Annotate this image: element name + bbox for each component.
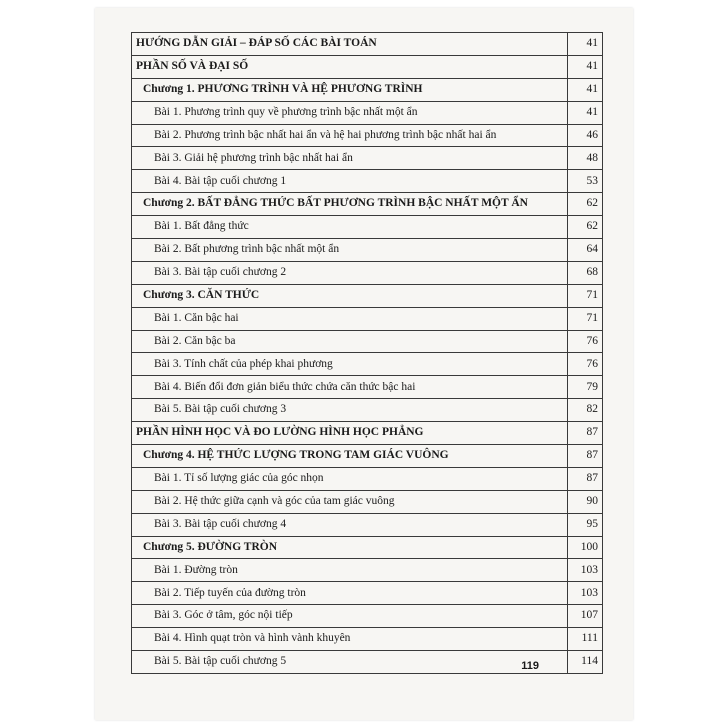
toc-entry-page: 41 [568,55,603,78]
table-of-contents [131,32,603,674]
toc-entry-page: 62 [568,216,603,239]
toc-part-row [132,33,603,56]
toc-entry-page: 90 [568,490,603,513]
toc-entry-title: Chương 5. ĐƯỜNG TRÒN [132,536,568,559]
toc-lesson-row [132,490,603,513]
toc-entry-page: 71 [568,284,603,307]
toc-lesson-row [132,376,603,399]
toc-entry-page: 41 [568,78,603,101]
toc-entry-page: 76 [568,330,603,353]
toc-entry-title: Chương 3. CĂN THỨC [132,284,568,307]
toc-entry-title: PHẦN HÌNH HỌC VÀ ĐO LƯỜNG HÌNH HỌC PHẲNG [132,422,568,445]
toc-entry-page: 48 [568,147,603,170]
toc-entry-page: 53 [568,170,603,193]
toc-lesson-row [132,216,603,239]
toc-entry-page: 111 [568,628,603,651]
page-number: 119 [521,660,539,672]
toc-chapter-row [132,193,603,216]
toc-entry-title: Bài 4. Bài tập cuối chương 1 [132,170,568,193]
toc-entry-title: Bài 3. Góc ở tâm, góc nội tiếp [132,605,568,628]
toc-body [132,33,603,674]
toc-entry-page: 87 [568,445,603,468]
toc-entry-title: Bài 1. Tỉ số lượng giác của góc nhọn [132,467,568,490]
toc-lesson-row [132,605,603,628]
toc-entry-page: 107 [568,605,603,628]
toc-lesson-row [132,261,603,284]
toc-entry-title: Bài 3. Bài tập cuối chương 2 [132,261,568,284]
toc-entry-title: Bài 4. Hình quạt tròn và hình vành khuyên [132,628,568,651]
toc-part-row [132,55,603,78]
toc-lesson-row [132,559,603,582]
toc-chapter-row [132,536,603,559]
toc-lesson-row [132,399,603,422]
toc-entry-page: 41 [568,33,603,56]
toc-lesson-row [132,170,603,193]
toc-entry-page: 100 [568,536,603,559]
toc-chapter-row [132,284,603,307]
toc-entry-title: PHẦN SỐ VÀ ĐẠI SỐ [132,55,568,78]
toc-entry-title: Bài 2. Căn bậc ba [132,330,568,353]
toc-entry-title: Bài 3. Giải hệ phương trình bậc nhất hai ẩn [132,147,568,170]
toc-chapter-row [132,78,603,101]
toc-entry-title: Bài 3. Bài tập cuối chương 4 [132,513,568,536]
toc-lesson-row [132,239,603,262]
toc-entry-title: Bài 1. Căn bậc hai [132,307,568,330]
toc-entry-title: Bài 1. Phương trình quy về phương trình bậc nhất một ẩn [132,101,568,124]
toc-entry-title: Bài 3. Tính chất của phép khai phương [132,353,568,376]
toc-entry-title: Bài 2. Bất phương trình bậc nhất một ẩn [132,239,568,262]
toc-entry-title: Bài 2. Phương trình bậc nhất hai ẩn và hệ hai phương trình bậc nhất hai ẩn [132,124,568,147]
toc-entry-title: Bài 1. Bất đẳng thức [132,216,568,239]
toc-lesson-row [132,124,603,147]
toc-lesson-row [132,467,603,490]
toc-entry-title: Bài 2. Hệ thức giữa cạnh và góc của tam giác vuông [132,490,568,513]
toc-lesson-row [132,513,603,536]
toc-lesson-row [132,330,603,353]
toc-entry-title: Chương 1. PHƯƠNG TRÌNH VÀ HỆ PHƯƠNG TRÌNH [132,78,568,101]
toc-lesson-row [132,582,603,605]
toc-lesson-row [132,628,603,651]
toc-entry-page: 41 [568,101,603,124]
toc-chapter-row [132,445,603,468]
toc-lesson-row [132,307,603,330]
toc-entry-page: 68 [568,261,603,284]
toc-entry-title: Chương 2. BẤT ĐẲNG THỨC BẤT PHƯƠNG TRÌNH BẬC NHẤT MỘT ẨN [132,193,568,216]
toc-entry-page: 46 [568,124,603,147]
toc-entry-title: Bài 2. Tiếp tuyến của đường tròn [132,582,568,605]
toc-entry-page: 103 [568,559,603,582]
toc-entry-page: 76 [568,353,603,376]
toc-entry-title: HƯỚNG DẪN GIẢI – ĐÁP SỐ CÁC BÀI TOÁN [132,33,568,56]
toc-entry-page: 95 [568,513,603,536]
toc-entry-page: 62 [568,193,603,216]
toc-entry-page: 79 [568,376,603,399]
toc-entry-page: 64 [568,239,603,262]
toc-lesson-row [132,353,603,376]
toc-entry-title: Bài 4. Biến đổi đơn giản biểu thức chứa căn thức bậc hai [132,376,568,399]
toc-lesson-row [132,147,603,170]
toc-entry-page: 103 [568,582,603,605]
toc-entry-title: Bài 5. Bài tập cuối chương 3 [132,399,568,422]
toc-entry-page: 114 [568,651,603,674]
toc-entry-page: 87 [568,422,603,445]
toc-entry-page: 87 [568,467,603,490]
toc-entry-title: Chương 4. HỆ THỨC LƯỢNG TRONG TAM GIÁC VUÔNG [132,445,568,468]
toc-lesson-row [132,101,603,124]
toc-entry-page: 71 [568,307,603,330]
toc-entry-page: 82 [568,399,603,422]
toc-entry-title: Bài 1. Đường tròn [132,559,568,582]
toc-entry-title: Bài 5. Bài tập cuối chương 5 [132,651,568,674]
toc-part-row [132,422,603,445]
book-page [95,8,633,720]
